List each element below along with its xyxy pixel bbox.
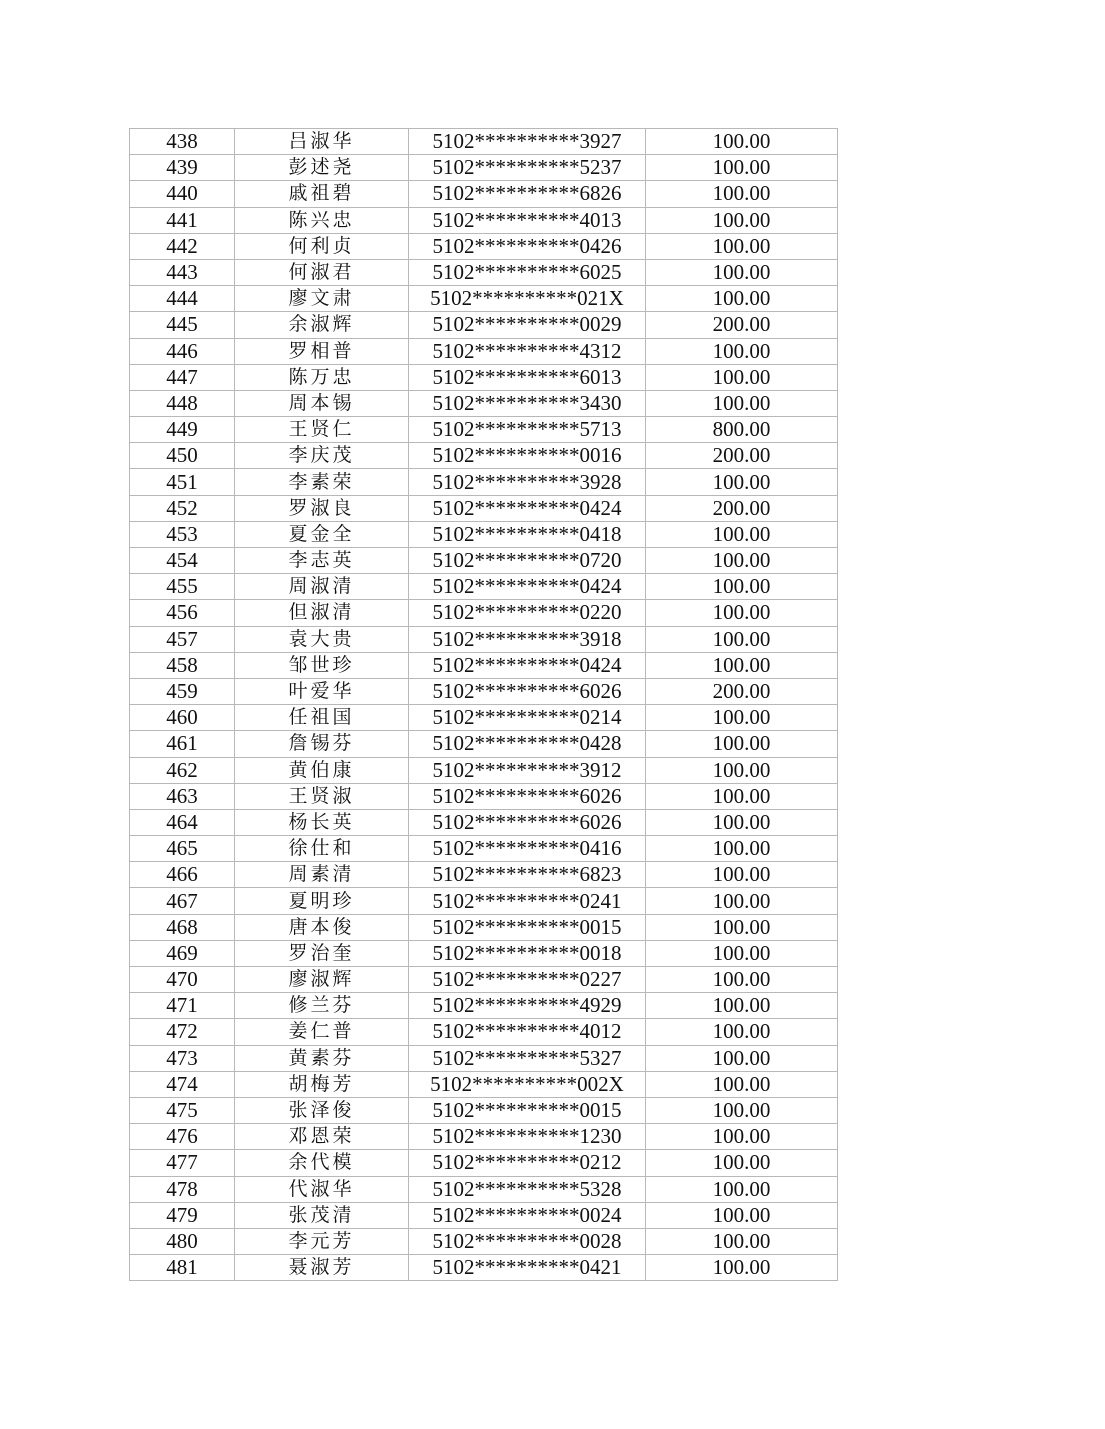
id-number-cell: 5102**********3912 [409, 757, 646, 783]
row-number-cell: 480 [130, 1228, 235, 1254]
name-cell: 余淑辉 [235, 312, 409, 338]
row-number-cell: 438 [130, 129, 235, 155]
amount-cell: 100.00 [646, 155, 838, 181]
row-number-cell: 476 [130, 1124, 235, 1150]
id-number-cell: 5102**********0720 [409, 548, 646, 574]
id-number-cell: 5102**********0214 [409, 705, 646, 731]
name-cell: 叶爱华 [235, 678, 409, 704]
table-row [130, 259, 838, 285]
row-number-cell: 454 [130, 548, 235, 574]
amount-cell: 100.00 [646, 862, 838, 888]
table-row [130, 862, 838, 888]
name-cell: 陈兴忠 [235, 207, 409, 233]
amount-cell: 100.00 [646, 338, 838, 364]
amount-cell: 100.00 [646, 1255, 838, 1281]
name-cell: 修兰芬 [235, 993, 409, 1019]
row-number-cell: 441 [130, 207, 235, 233]
table-row [130, 1045, 838, 1071]
amount-cell: 100.00 [646, 705, 838, 731]
table-row [130, 338, 838, 364]
row-number-cell: 471 [130, 993, 235, 1019]
name-cell: 吕淑华 [235, 129, 409, 155]
amount-cell: 100.00 [646, 469, 838, 495]
name-cell: 代淑华 [235, 1176, 409, 1202]
table-row [130, 1071, 838, 1097]
id-number-cell: 5102**********6826 [409, 181, 646, 207]
table-row [130, 1097, 838, 1123]
row-number-cell: 468 [130, 914, 235, 940]
row-number-cell: 474 [130, 1071, 235, 1097]
amount-cell: 100.00 [646, 390, 838, 416]
name-cell: 夏明珍 [235, 888, 409, 914]
name-cell: 李庆茂 [235, 443, 409, 469]
row-number-cell: 465 [130, 836, 235, 862]
table-row [130, 181, 838, 207]
table-row [130, 731, 838, 757]
amount-cell: 100.00 [646, 993, 838, 1019]
amount-cell: 100.00 [646, 233, 838, 259]
name-cell: 詹锡芬 [235, 731, 409, 757]
row-number-cell: 472 [130, 1019, 235, 1045]
row-number-cell: 444 [130, 286, 235, 312]
table-row [130, 390, 838, 416]
amount-cell: 100.00 [646, 940, 838, 966]
table-row [130, 548, 838, 574]
table-row [130, 129, 838, 155]
row-number-cell: 462 [130, 757, 235, 783]
id-number-cell: 5102**********5237 [409, 155, 646, 181]
table-row [130, 417, 838, 443]
amount-cell: 100.00 [646, 1176, 838, 1202]
name-cell: 杨长英 [235, 809, 409, 835]
table-row [130, 1202, 838, 1228]
table-row [130, 993, 838, 1019]
amount-cell: 100.00 [646, 914, 838, 940]
id-number-cell: 5102**********3430 [409, 390, 646, 416]
row-number-cell: 450 [130, 443, 235, 469]
row-number-cell: 475 [130, 1097, 235, 1123]
row-number-cell: 453 [130, 521, 235, 547]
payment-table [129, 128, 838, 1281]
amount-cell: 100.00 [646, 1045, 838, 1071]
id-number-cell: 5102**********6026 [409, 678, 646, 704]
row-number-cell: 451 [130, 469, 235, 495]
id-number-cell: 5102**********4013 [409, 207, 646, 233]
name-cell: 廖文肃 [235, 286, 409, 312]
amount-cell: 100.00 [646, 888, 838, 914]
id-number-cell: 5102**********0018 [409, 940, 646, 966]
amount-cell: 100.00 [646, 809, 838, 835]
row-number-cell: 457 [130, 626, 235, 652]
table-row [130, 1176, 838, 1202]
table-row [130, 469, 838, 495]
row-number-cell: 464 [130, 809, 235, 835]
amount-cell: 100.00 [646, 207, 838, 233]
row-number-cell: 448 [130, 390, 235, 416]
table-row [130, 443, 838, 469]
table-row [130, 705, 838, 731]
id-number-cell: 5102**********0418 [409, 521, 646, 547]
table-row [130, 809, 838, 835]
amount-cell: 100.00 [646, 286, 838, 312]
table-row [130, 678, 838, 704]
table-row [130, 757, 838, 783]
id-number-cell: 5102**********0015 [409, 914, 646, 940]
payment-table-body [130, 129, 838, 1281]
table-row [130, 1255, 838, 1281]
id-number-cell: 5102**********5328 [409, 1176, 646, 1202]
id-number-cell: 5102**********3927 [409, 129, 646, 155]
row-number-cell: 456 [130, 600, 235, 626]
row-number-cell: 439 [130, 155, 235, 181]
table-row [130, 940, 838, 966]
name-cell: 戚祖碧 [235, 181, 409, 207]
amount-cell: 200.00 [646, 495, 838, 521]
amount-cell: 100.00 [646, 521, 838, 547]
table-row [130, 364, 838, 390]
amount-cell: 100.00 [646, 574, 838, 600]
name-cell: 张茂清 [235, 1202, 409, 1228]
row-number-cell: 440 [130, 181, 235, 207]
id-number-cell: 5102**********3918 [409, 626, 646, 652]
table-row [130, 495, 838, 521]
row-number-cell: 442 [130, 233, 235, 259]
id-number-cell: 5102**********0416 [409, 836, 646, 862]
table-row [130, 155, 838, 181]
name-cell: 聂淑芳 [235, 1255, 409, 1281]
name-cell: 周素清 [235, 862, 409, 888]
id-number-cell: 5102**********6013 [409, 364, 646, 390]
amount-cell: 100.00 [646, 731, 838, 757]
table-row [130, 1019, 838, 1045]
id-number-cell: 5102**********6026 [409, 783, 646, 809]
amount-cell: 100.00 [646, 259, 838, 285]
name-cell: 胡梅芳 [235, 1071, 409, 1097]
amount-cell: 200.00 [646, 312, 838, 338]
amount-cell: 200.00 [646, 678, 838, 704]
id-number-cell: 5102**********4012 [409, 1019, 646, 1045]
id-number-cell: 5102**********021X [409, 286, 646, 312]
table-row [130, 1228, 838, 1254]
row-number-cell: 478 [130, 1176, 235, 1202]
name-cell: 罗治奎 [235, 940, 409, 966]
name-cell: 陈万忠 [235, 364, 409, 390]
name-cell: 周本锡 [235, 390, 409, 416]
table-row [130, 286, 838, 312]
row-number-cell: 458 [130, 652, 235, 678]
name-cell: 罗相普 [235, 338, 409, 364]
table-row [130, 836, 838, 862]
id-number-cell: 5102**********3928 [409, 469, 646, 495]
name-cell: 袁大贵 [235, 626, 409, 652]
row-number-cell: 460 [130, 705, 235, 731]
name-cell: 黄素芬 [235, 1045, 409, 1071]
amount-cell: 100.00 [646, 1071, 838, 1097]
row-number-cell: 470 [130, 967, 235, 993]
id-number-cell: 5102**********0029 [409, 312, 646, 338]
id-number-cell: 5102**********0028 [409, 1228, 646, 1254]
amount-cell: 100.00 [646, 600, 838, 626]
row-number-cell: 455 [130, 574, 235, 600]
row-number-cell: 452 [130, 495, 235, 521]
table-row [130, 652, 838, 678]
id-number-cell: 5102**********0227 [409, 967, 646, 993]
id-number-cell: 5102**********0241 [409, 888, 646, 914]
id-number-cell: 5102**********4312 [409, 338, 646, 364]
row-number-cell: 467 [130, 888, 235, 914]
id-number-cell: 5102**********0424 [409, 495, 646, 521]
amount-cell: 100.00 [646, 1097, 838, 1123]
id-number-cell: 5102**********6025 [409, 259, 646, 285]
amount-cell: 100.00 [646, 626, 838, 652]
id-number-cell: 5102**********1230 [409, 1124, 646, 1150]
amount-cell: 100.00 [646, 652, 838, 678]
id-number-cell: 5102**********0220 [409, 600, 646, 626]
name-cell: 唐本俊 [235, 914, 409, 940]
name-cell: 周淑清 [235, 574, 409, 600]
row-number-cell: 443 [130, 259, 235, 285]
amount-cell: 100.00 [646, 1228, 838, 1254]
table-row [130, 783, 838, 809]
table-row [130, 574, 838, 600]
row-number-cell: 461 [130, 731, 235, 757]
name-cell: 夏金全 [235, 521, 409, 547]
amount-cell: 100.00 [646, 129, 838, 155]
id-number-cell: 5102**********0212 [409, 1150, 646, 1176]
amount-cell: 100.00 [646, 1019, 838, 1045]
name-cell: 彭述尧 [235, 155, 409, 181]
id-number-cell: 5102**********0421 [409, 1255, 646, 1281]
amount-cell: 800.00 [646, 417, 838, 443]
name-cell: 李素荣 [235, 469, 409, 495]
amount-cell: 100.00 [646, 181, 838, 207]
row-number-cell: 446 [130, 338, 235, 364]
amount-cell: 200.00 [646, 443, 838, 469]
name-cell: 李志英 [235, 548, 409, 574]
amount-cell: 100.00 [646, 1150, 838, 1176]
name-cell: 但淑清 [235, 600, 409, 626]
table-row [130, 233, 838, 259]
row-number-cell: 479 [130, 1202, 235, 1228]
name-cell: 罗淑良 [235, 495, 409, 521]
amount-cell: 100.00 [646, 1202, 838, 1228]
name-cell: 黄伯康 [235, 757, 409, 783]
name-cell: 何淑君 [235, 259, 409, 285]
name-cell: 廖淑辉 [235, 967, 409, 993]
table-row [130, 1150, 838, 1176]
row-number-cell: 463 [130, 783, 235, 809]
amount-cell: 100.00 [646, 783, 838, 809]
row-number-cell: 447 [130, 364, 235, 390]
id-number-cell: 5102**********6823 [409, 862, 646, 888]
name-cell: 王贤仁 [235, 417, 409, 443]
id-number-cell: 5102**********4929 [409, 993, 646, 1019]
name-cell: 余代模 [235, 1150, 409, 1176]
name-cell: 王贤淑 [235, 783, 409, 809]
id-number-cell: 5102**********0015 [409, 1097, 646, 1123]
row-number-cell: 469 [130, 940, 235, 966]
id-number-cell: 5102**********0024 [409, 1202, 646, 1228]
id-number-cell: 5102**********0016 [409, 443, 646, 469]
table-row [130, 207, 838, 233]
name-cell: 姜仁普 [235, 1019, 409, 1045]
amount-cell: 100.00 [646, 757, 838, 783]
row-number-cell: 477 [130, 1150, 235, 1176]
amount-cell: 100.00 [646, 1124, 838, 1150]
id-number-cell: 5102**********5327 [409, 1045, 646, 1071]
name-cell: 何利贞 [235, 233, 409, 259]
name-cell: 李元芳 [235, 1228, 409, 1254]
amount-cell: 100.00 [646, 364, 838, 390]
id-number-cell: 5102**********0424 [409, 574, 646, 600]
table-row [130, 1124, 838, 1150]
table-row [130, 521, 838, 547]
name-cell: 邓恩荣 [235, 1124, 409, 1150]
id-number-cell: 5102**********0424 [409, 652, 646, 678]
id-number-cell: 5102**********5713 [409, 417, 646, 443]
row-number-cell: 449 [130, 417, 235, 443]
table-row [130, 600, 838, 626]
id-number-cell: 5102**********002X [409, 1071, 646, 1097]
row-number-cell: 473 [130, 1045, 235, 1071]
id-number-cell: 5102**********0426 [409, 233, 646, 259]
name-cell: 邹世珍 [235, 652, 409, 678]
table-row [130, 967, 838, 993]
row-number-cell: 445 [130, 312, 235, 338]
row-number-cell: 481 [130, 1255, 235, 1281]
table-row [130, 914, 838, 940]
id-number-cell: 5102**********6026 [409, 809, 646, 835]
amount-cell: 100.00 [646, 836, 838, 862]
table-row [130, 312, 838, 338]
id-number-cell: 5102**********0428 [409, 731, 646, 757]
name-cell: 张泽俊 [235, 1097, 409, 1123]
table-row [130, 626, 838, 652]
table-row [130, 888, 838, 914]
amount-cell: 100.00 [646, 967, 838, 993]
row-number-cell: 459 [130, 678, 235, 704]
row-number-cell: 466 [130, 862, 235, 888]
name-cell: 任祖国 [235, 705, 409, 731]
amount-cell: 100.00 [646, 548, 838, 574]
name-cell: 徐仕和 [235, 836, 409, 862]
